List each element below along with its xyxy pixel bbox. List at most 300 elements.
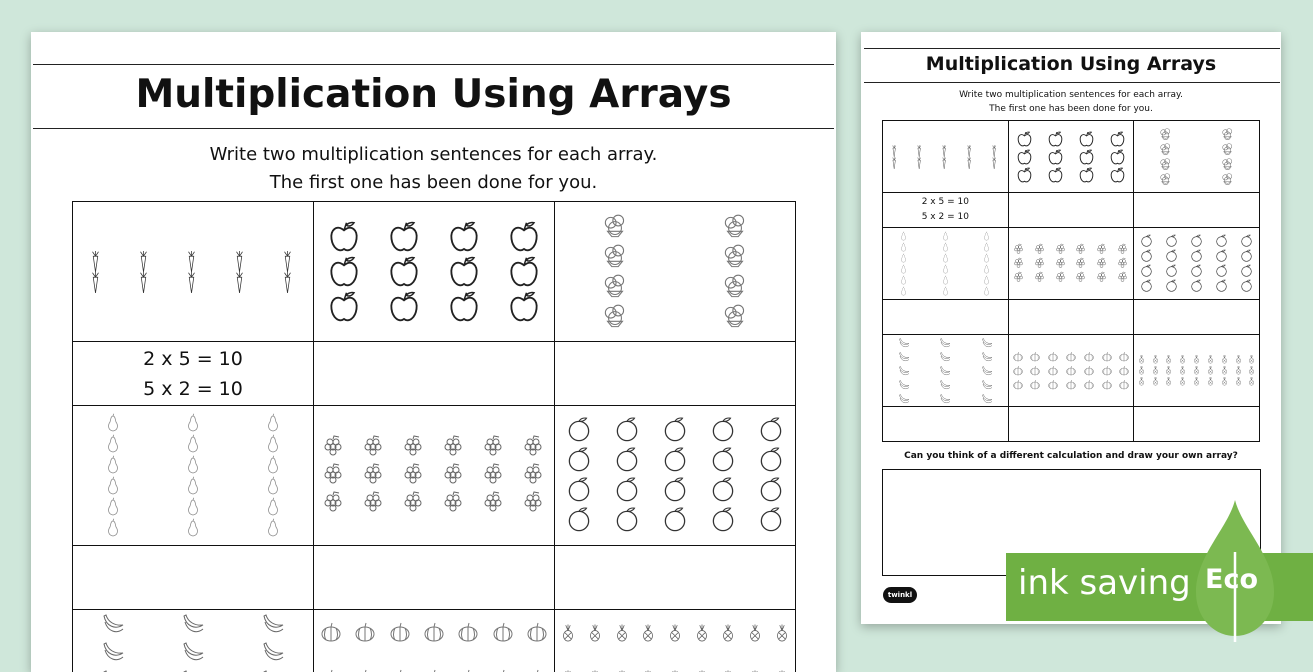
pineapple-icon xyxy=(742,623,769,644)
carrot-icon xyxy=(983,145,1008,157)
apple-icon xyxy=(1009,148,1040,166)
orange-icon xyxy=(1159,234,1184,249)
answer-cell[interactable] xyxy=(1134,193,1260,228)
pumpkin-icon xyxy=(314,619,348,647)
pear-icon xyxy=(966,264,1008,275)
carrot-icon xyxy=(883,157,908,169)
pumpkin-icon xyxy=(1080,350,1098,364)
pineapple-icon xyxy=(1190,354,1204,365)
cauliflower-icon xyxy=(675,242,795,272)
pineapple-icon xyxy=(1190,376,1204,387)
carrot-icon xyxy=(169,251,217,272)
apple-icon xyxy=(434,219,494,254)
pumpkin-icon xyxy=(383,666,417,672)
grapes-icon xyxy=(1050,243,1071,257)
apple-icon xyxy=(434,254,494,289)
pear-icon xyxy=(966,231,1008,242)
pear-icon xyxy=(153,476,233,497)
array-cell-apples xyxy=(314,202,555,342)
array-cell-carrots xyxy=(883,121,1009,193)
answer-cell[interactable] xyxy=(883,300,1009,335)
apple-icon xyxy=(314,219,374,254)
pear-icon xyxy=(73,497,153,518)
orange-icon xyxy=(747,446,795,476)
banana-icon xyxy=(153,610,233,638)
array-cell-pears xyxy=(73,406,314,546)
pear-icon xyxy=(153,497,233,518)
instruction-line-2: The first one has been done for you. xyxy=(861,102,1281,116)
orange-icon xyxy=(603,446,651,476)
pear-icon xyxy=(233,434,313,455)
grapes-icon xyxy=(1009,257,1030,271)
banana-icon xyxy=(883,378,925,392)
array-cell-pineapples xyxy=(1134,335,1260,407)
cauliflower-icon xyxy=(1134,157,1196,172)
grapes-icon xyxy=(354,462,394,490)
ink-saving-label: ink saving xyxy=(1018,563,1191,603)
answer-cell[interactable] xyxy=(73,546,314,610)
array-cell-grapes xyxy=(314,406,555,546)
carrot-icon xyxy=(121,251,169,272)
pear-icon xyxy=(73,413,153,434)
pineapple-icon xyxy=(662,623,689,644)
grapes-icon xyxy=(1029,257,1050,271)
grapes-icon xyxy=(434,462,474,490)
apple-icon xyxy=(1040,166,1071,184)
pumpkin-icon xyxy=(1044,364,1062,378)
banana-icon xyxy=(966,350,1008,364)
pumpkin-icon xyxy=(1062,350,1080,364)
cauliflower-icon xyxy=(675,212,795,242)
carrot-icon xyxy=(883,145,908,157)
grapes-icon xyxy=(1029,271,1050,285)
pear-icon xyxy=(73,518,153,539)
pumpkin-icon xyxy=(520,666,554,672)
apple-icon xyxy=(374,254,434,289)
apple-icon xyxy=(1009,130,1040,148)
pear-icon xyxy=(233,413,313,434)
orange-icon xyxy=(555,506,603,536)
orange-icon xyxy=(1234,249,1259,264)
carrot-icon xyxy=(265,251,313,272)
grapes-icon xyxy=(314,490,354,518)
pineapple-icon xyxy=(1204,365,1218,376)
carrot-icon xyxy=(908,157,933,169)
pumpkin-icon xyxy=(417,619,451,647)
pear-icon xyxy=(925,275,967,286)
worksheet-title: Multiplication Using Arrays xyxy=(861,53,1281,75)
pineapple-icon xyxy=(1148,365,1162,376)
example-answer-line-2: 5 x 2 = 10 xyxy=(883,210,1008,225)
grapes-icon xyxy=(1092,257,1113,271)
array-cell-bananas xyxy=(73,610,314,672)
banana-icon xyxy=(925,378,967,392)
grapes-icon xyxy=(1071,257,1092,271)
title-rule-top xyxy=(864,48,1280,49)
grapes-icon xyxy=(1112,257,1133,271)
orange-icon xyxy=(555,446,603,476)
banana-icon xyxy=(925,364,967,378)
pineapple-icon xyxy=(768,623,795,644)
answer-cell[interactable] xyxy=(555,546,796,610)
answer-cell[interactable] xyxy=(1134,300,1260,335)
banana-icon xyxy=(925,392,967,406)
grapes-icon xyxy=(314,434,354,462)
pineapple-icon xyxy=(608,623,635,644)
apple-icon xyxy=(314,254,374,289)
orange-icon xyxy=(1184,234,1209,249)
grapes-icon xyxy=(1071,243,1092,257)
grapes-icon xyxy=(1050,257,1071,271)
array-cell-oranges xyxy=(1134,228,1260,300)
orange-icon xyxy=(555,416,603,446)
orange-icon xyxy=(1134,234,1159,249)
orange-icon xyxy=(1234,264,1259,279)
cauliflower-icon xyxy=(1134,142,1196,157)
pineapple-icon xyxy=(582,623,609,644)
orange-icon xyxy=(651,416,699,446)
pear-icon xyxy=(883,242,925,253)
orange-icon xyxy=(699,416,747,446)
orange-icon xyxy=(651,446,699,476)
orange-icon xyxy=(1159,279,1184,294)
pear-icon xyxy=(73,455,153,476)
pumpkin-icon xyxy=(1044,378,1062,392)
example-answer-line-1: 2 x 5 = 10 xyxy=(73,344,313,374)
pineapple-icon xyxy=(1162,365,1176,376)
cauliflower-icon xyxy=(675,272,795,302)
pear-icon xyxy=(153,455,233,476)
grapes-icon xyxy=(474,434,514,462)
orange-icon xyxy=(1134,249,1159,264)
answer-cell[interactable] xyxy=(1008,300,1134,335)
example-answer-cell xyxy=(883,193,1009,228)
pineapple-icon xyxy=(1231,376,1245,387)
orange-icon xyxy=(1209,279,1234,294)
pear-icon xyxy=(966,253,1008,264)
pumpkin-icon xyxy=(1115,364,1133,378)
answer-cell[interactable] xyxy=(555,342,796,406)
grapes-icon xyxy=(434,434,474,462)
pear-icon xyxy=(153,518,233,539)
carrot-icon xyxy=(73,251,121,272)
banana-icon xyxy=(73,638,153,666)
pumpkin-icon xyxy=(1044,350,1062,364)
array-cell-pumpkins xyxy=(1008,335,1134,407)
pumpkin-icon xyxy=(520,619,554,647)
apple-icon xyxy=(494,219,554,254)
banana-icon xyxy=(925,336,967,350)
pear-icon xyxy=(73,434,153,455)
cauliflower-icon xyxy=(555,272,675,302)
pumpkin-icon xyxy=(417,666,451,672)
orange-icon xyxy=(1184,264,1209,279)
apple-icon xyxy=(1102,166,1133,184)
grapes-icon xyxy=(1092,271,1113,285)
title-rule-top xyxy=(33,64,834,65)
grapes-icon xyxy=(394,490,434,518)
grapes-icon xyxy=(474,490,514,518)
orange-icon xyxy=(1134,279,1159,294)
apple-icon xyxy=(1071,166,1102,184)
grapes-icon xyxy=(1112,271,1133,285)
orange-icon xyxy=(1209,234,1234,249)
pineapple-icon xyxy=(1162,354,1176,365)
pineapple-icon xyxy=(1134,354,1148,365)
array-cell-apples xyxy=(1008,121,1134,193)
array-cell-carrots xyxy=(73,202,314,342)
grapes-icon xyxy=(514,490,554,518)
pear-icon xyxy=(966,286,1008,297)
answer-cell[interactable] xyxy=(883,407,1009,442)
example-answer-cell xyxy=(73,342,314,406)
pumpkin-icon xyxy=(348,666,382,672)
orange-icon xyxy=(1234,234,1259,249)
orange-icon xyxy=(1159,249,1184,264)
pumpkin-icon xyxy=(1009,364,1027,378)
grapes-icon xyxy=(1092,243,1113,257)
orange-icon xyxy=(747,506,795,536)
example-answer-line-2: 5 x 2 = 10 xyxy=(73,374,313,404)
apple-icon xyxy=(314,289,374,324)
orange-icon xyxy=(651,506,699,536)
banana-icon xyxy=(233,638,313,666)
pumpkin-icon xyxy=(1115,378,1133,392)
orange-icon xyxy=(747,476,795,506)
apple-icon xyxy=(1102,130,1133,148)
pineapple-icon xyxy=(1217,354,1231,365)
orange-icon xyxy=(1184,279,1209,294)
pumpkin-icon xyxy=(1098,364,1116,378)
carrot-icon xyxy=(73,272,121,293)
cauliflower-icon xyxy=(555,212,675,242)
pumpkin-icon xyxy=(451,666,485,672)
pumpkin-icon xyxy=(1080,364,1098,378)
pumpkin-icon xyxy=(1026,350,1044,364)
pumpkin-icon xyxy=(1115,350,1133,364)
orange-icon xyxy=(1234,279,1259,294)
answer-cell[interactable] xyxy=(314,546,555,610)
worksheet-page-large xyxy=(31,32,836,672)
pineapple-icon xyxy=(1245,376,1259,387)
banana-icon xyxy=(966,378,1008,392)
pumpkin-icon xyxy=(485,666,519,672)
pineapple-icon xyxy=(1204,354,1218,365)
banana-icon xyxy=(925,350,967,364)
orange-icon xyxy=(1209,264,1234,279)
pear-icon xyxy=(966,275,1008,286)
orange-icon xyxy=(747,416,795,446)
grapes-icon xyxy=(314,462,354,490)
grapes-icon xyxy=(354,490,394,518)
pear-icon xyxy=(233,518,313,539)
grapes-icon xyxy=(1050,271,1071,285)
banana-icon xyxy=(883,350,925,364)
apple-icon xyxy=(494,289,554,324)
cauliflower-icon xyxy=(1197,157,1259,172)
apple-icon xyxy=(494,254,554,289)
pear-icon xyxy=(925,253,967,264)
apple-icon xyxy=(1040,130,1071,148)
pineapple-icon xyxy=(1176,365,1190,376)
banana-icon xyxy=(966,392,1008,406)
banana-icon xyxy=(883,336,925,350)
pumpkin-icon xyxy=(348,619,382,647)
carrot-icon xyxy=(265,272,313,293)
orange-icon xyxy=(1134,264,1159,279)
array-cell-pears xyxy=(883,228,1009,300)
pumpkin-icon xyxy=(485,619,519,647)
pear-icon xyxy=(233,455,313,476)
carrot-icon xyxy=(933,145,958,157)
pear-icon xyxy=(883,264,925,275)
pineapple-icon xyxy=(1245,365,1259,376)
pineapple-icon xyxy=(1217,376,1231,387)
pumpkin-icon xyxy=(1026,364,1044,378)
grapes-icon xyxy=(1029,243,1050,257)
pear-icon xyxy=(925,286,967,297)
pear-icon xyxy=(153,434,233,455)
pineapple-icon xyxy=(1190,365,1204,376)
pineapple-icon xyxy=(715,623,742,644)
pineapple-icon xyxy=(635,623,662,644)
grapes-icon xyxy=(434,490,474,518)
instruction-line-1: Write two multiplication sentences for each array. xyxy=(861,88,1281,102)
answer-cell[interactable] xyxy=(1008,407,1134,442)
carrot-icon xyxy=(169,272,217,293)
instruction-line-1: Write two multiplication sentences for each array. xyxy=(31,141,836,169)
apple-icon xyxy=(434,289,494,324)
orange-icon xyxy=(699,476,747,506)
orange-icon xyxy=(699,446,747,476)
pumpkin-icon xyxy=(451,619,485,647)
pear-icon xyxy=(925,231,967,242)
cauliflower-icon xyxy=(1134,127,1196,142)
pineapple-icon xyxy=(1176,354,1190,365)
pumpkin-icon xyxy=(1026,378,1044,392)
orange-icon xyxy=(603,506,651,536)
array-grid xyxy=(882,120,1260,442)
banana-icon xyxy=(966,364,1008,378)
grapes-icon xyxy=(354,434,394,462)
apple-icon xyxy=(374,219,434,254)
apple-icon xyxy=(1009,166,1040,184)
pineapple-icon xyxy=(1204,376,1218,387)
carrot-icon xyxy=(983,157,1008,169)
grapes-icon xyxy=(1009,271,1030,285)
apple-icon xyxy=(1040,148,1071,166)
pineapple-icon xyxy=(1148,376,1162,387)
cauliflower-icon xyxy=(1197,172,1259,187)
eco-label: Eco xyxy=(1205,564,1258,595)
banana-icon xyxy=(233,610,313,638)
grapes-icon xyxy=(394,462,434,490)
banana-icon xyxy=(883,364,925,378)
carrot-icon xyxy=(908,145,933,157)
carrot-icon xyxy=(121,272,169,293)
banana-icon xyxy=(153,666,233,672)
grapes-icon xyxy=(1112,243,1133,257)
pear-icon xyxy=(883,275,925,286)
pineapple-icon xyxy=(1217,365,1231,376)
worksheet-title: Multiplication Using Arrays xyxy=(31,72,836,117)
grapes-icon xyxy=(514,462,554,490)
pumpkin-icon xyxy=(1062,364,1080,378)
apple-icon xyxy=(374,289,434,324)
pineapple-icon xyxy=(1245,354,1259,365)
array-cell-cauliflowers xyxy=(555,202,796,342)
pear-icon xyxy=(966,242,1008,253)
answer-cell[interactable] xyxy=(1134,407,1260,442)
pineapple-icon xyxy=(1231,365,1245,376)
pineapple-icon xyxy=(1231,354,1245,365)
orange-icon xyxy=(603,476,651,506)
instructions xyxy=(861,88,1281,116)
apple-icon xyxy=(1071,148,1102,166)
apple-icon xyxy=(1071,130,1102,148)
title-rule-bottom xyxy=(33,128,834,129)
array-cell-oranges xyxy=(555,406,796,546)
carrot-icon xyxy=(958,145,983,157)
pear-icon xyxy=(883,231,925,242)
pumpkin-icon xyxy=(1098,350,1116,364)
answer-cell[interactable] xyxy=(1008,193,1134,228)
grapes-icon xyxy=(1009,243,1030,257)
extension-question: Can you think of a different calculation and draw your own array? xyxy=(861,451,1281,461)
cauliflower-icon xyxy=(675,302,795,332)
orange-icon xyxy=(1184,249,1209,264)
pineapple-icon xyxy=(1134,365,1148,376)
banana-icon xyxy=(966,336,1008,350)
cauliflower-icon xyxy=(1134,172,1196,187)
title-rule-bottom xyxy=(864,82,1280,83)
twinkl-logo: twinkl xyxy=(883,587,917,603)
instruction-line-2: The first one has been done for you. xyxy=(31,169,836,197)
answer-cell[interactable] xyxy=(314,342,555,406)
example-answer-line-1: 2 x 5 = 10 xyxy=(883,195,1008,210)
orange-icon xyxy=(699,506,747,536)
pineapple-icon xyxy=(1134,376,1148,387)
pineapple-icon xyxy=(1162,376,1176,387)
pumpkin-icon xyxy=(314,666,348,672)
grapes-icon xyxy=(474,462,514,490)
pear-icon xyxy=(233,476,313,497)
orange-icon xyxy=(651,476,699,506)
pear-icon xyxy=(925,242,967,253)
carrot-icon xyxy=(217,251,265,272)
pumpkin-icon xyxy=(1098,378,1116,392)
pear-icon xyxy=(883,286,925,297)
grapes-icon xyxy=(514,434,554,462)
grapes-icon xyxy=(1071,271,1092,285)
cauliflower-icon xyxy=(555,302,675,332)
pear-icon xyxy=(883,253,925,264)
orange-icon xyxy=(1159,264,1184,279)
instructions xyxy=(31,141,836,197)
array-cell-cauliflowers xyxy=(1134,121,1260,193)
cauliflower-icon xyxy=(1197,142,1259,157)
pear-icon xyxy=(233,497,313,518)
pumpkin-icon xyxy=(1009,350,1027,364)
pumpkin-icon xyxy=(1062,378,1080,392)
orange-icon xyxy=(603,416,651,446)
pumpkin-icon xyxy=(1080,378,1098,392)
pumpkin-icon xyxy=(383,619,417,647)
array-cell-bananas xyxy=(883,335,1009,407)
carrot-icon xyxy=(958,157,983,169)
array-cell-pumpkins xyxy=(314,610,555,672)
pear-icon xyxy=(153,413,233,434)
